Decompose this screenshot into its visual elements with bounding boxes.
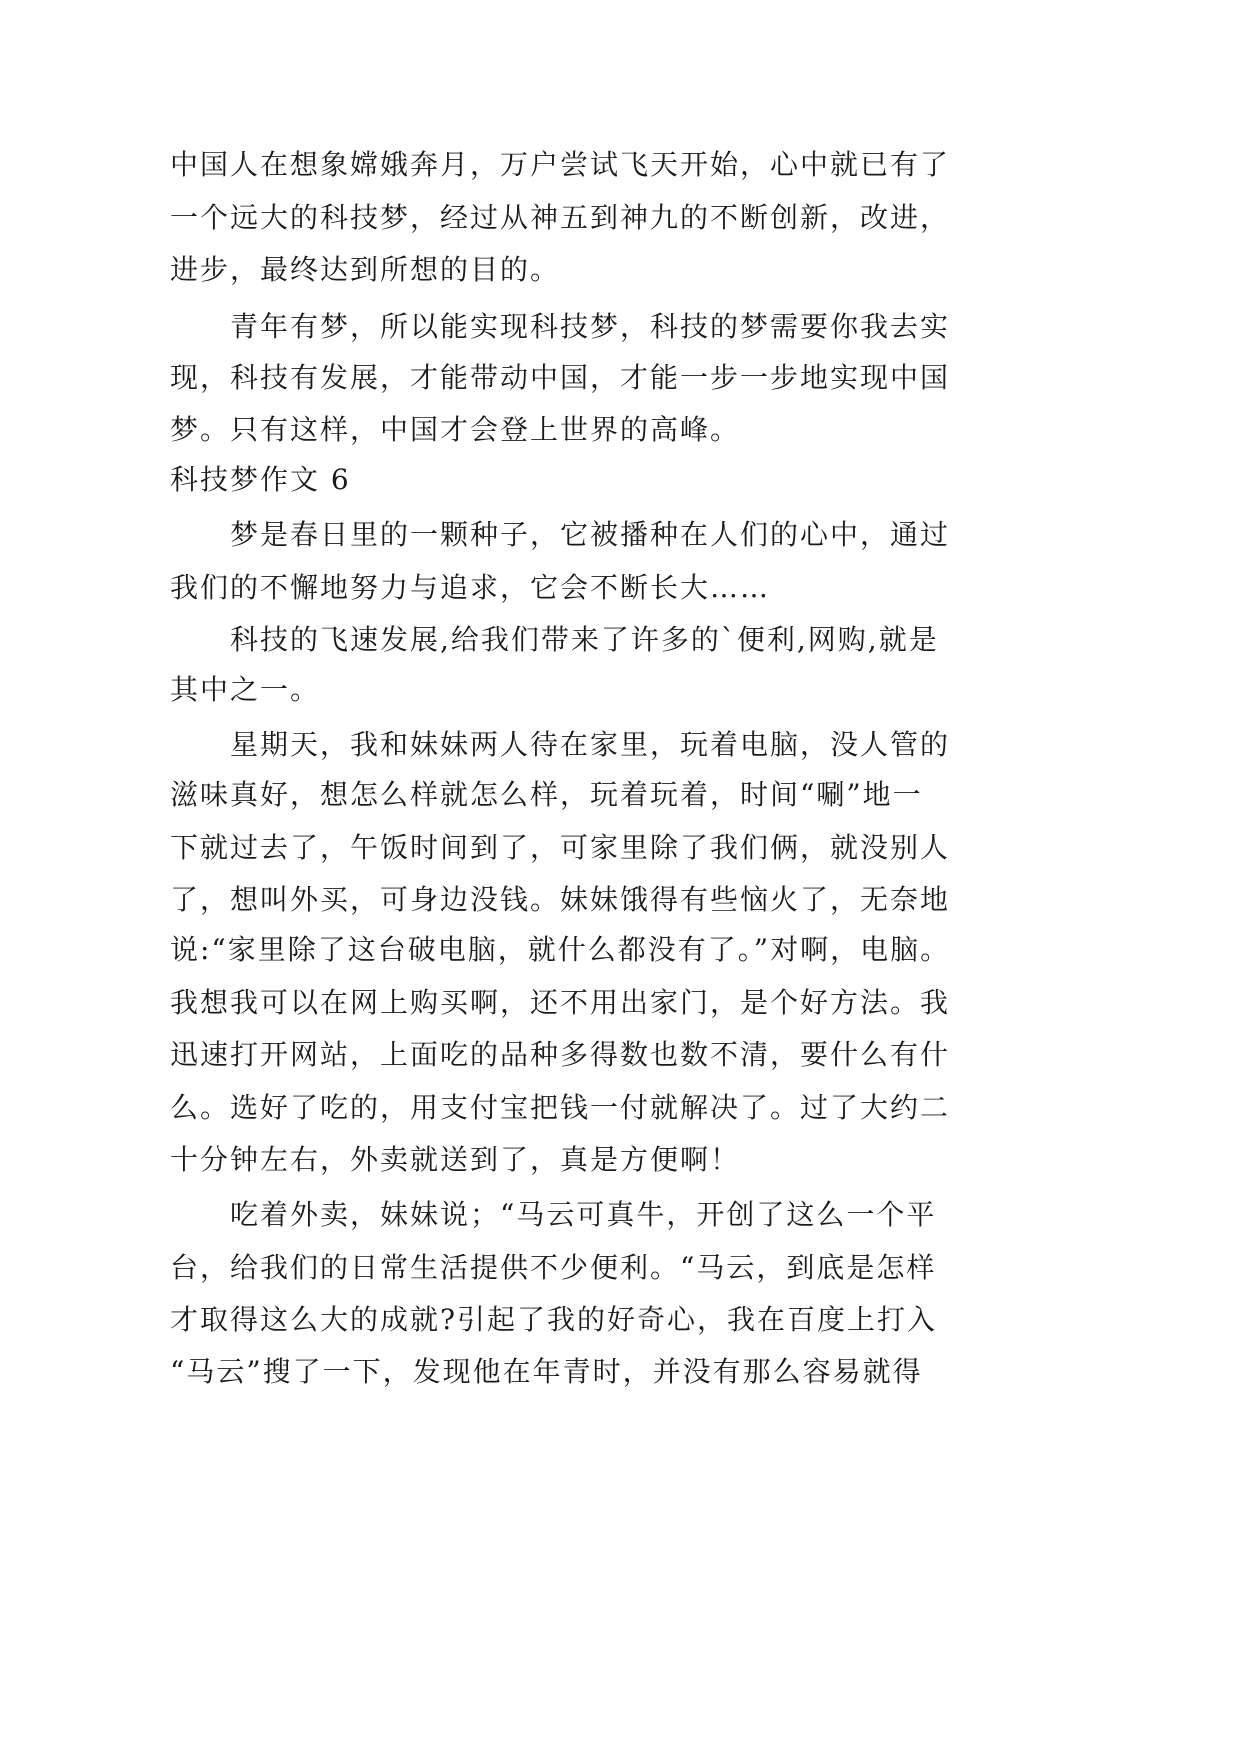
text-line: 我们的不懈地努力与追求，它会不断长大…… — [170, 571, 771, 604]
text-line: 吃着外卖，妹妹说；“马云可真牛，开创了这么一个平 — [230, 1198, 937, 1231]
text-line: 其中之一。 — [170, 673, 321, 706]
text-line: 科技的飞速发展,给我们带来了许多的`便利,网购,就是 — [230, 623, 939, 656]
text-line: 星期天，我和妹妹两人待在家里，玩着电脑，没人管的 — [230, 728, 951, 761]
section-heading: 科技梦作文 6 — [170, 463, 351, 496]
text-line: 了，想叫外买，可身边没钱。妹妹饿得有些恼火了，无奈地 — [170, 883, 951, 916]
text-line: 台，给我们的日常生活提供不少便利。“马云，到底是怎样 — [170, 1251, 937, 1284]
text-line: 一个远大的科技梦，经过从神五到神九的不断创新，改进， — [170, 201, 951, 234]
text-line: 说:“家里除了这台破电脑，就什么都没有了。”对啊，电脑。 — [170, 933, 951, 966]
text-line: 现，科技有发展，才能带动中国，才能一步一步地实现中国 — [170, 361, 951, 394]
text-line: 中国人在想象嫦娥奔月，万户尝试飞天开始，心中就已有了 — [170, 148, 951, 181]
text-line: 进步，最终达到所想的目的。 — [170, 253, 561, 286]
text-line: 十分钟左右，外卖就送到了，真是方便啊！ — [170, 1143, 741, 1176]
text-line: 我想我可以在网上购买啊，还不用出家门，是个好方法。我 — [170, 986, 951, 1019]
text-line: 迅速打开网站，上面吃的品种多得数也数不清，要什么有什 — [170, 1038, 951, 1071]
text-line: 青年有梦，所以能实现科技梦，科技的梦需要你我去实 — [230, 310, 951, 343]
text-line: 下就过去了，午饭时间到了，可家里除了我们俩，就没别人 — [170, 831, 951, 864]
text-line: 梦。只有这样，中国才会登上世界的高峰。 — [170, 413, 741, 446]
text-line: 滋味真好，想怎么样就怎么样，玩着玩着，时间“唰”地一 — [170, 778, 923, 811]
text-line: 么。选好了吃的，用支付宝把钱一付就解决了。过了大约二 — [170, 1091, 951, 1124]
text-line: 才取得这么大的成就?引起了我的好奇心，我在百度上打入 — [170, 1303, 938, 1336]
text-line: 梦是春日里的一颗种子，它被播种在人们的心中，通过 — [230, 518, 951, 551]
text-line: “马云”搜了一下，发现他在年青时，并没有那么容易就得 — [170, 1355, 923, 1388]
